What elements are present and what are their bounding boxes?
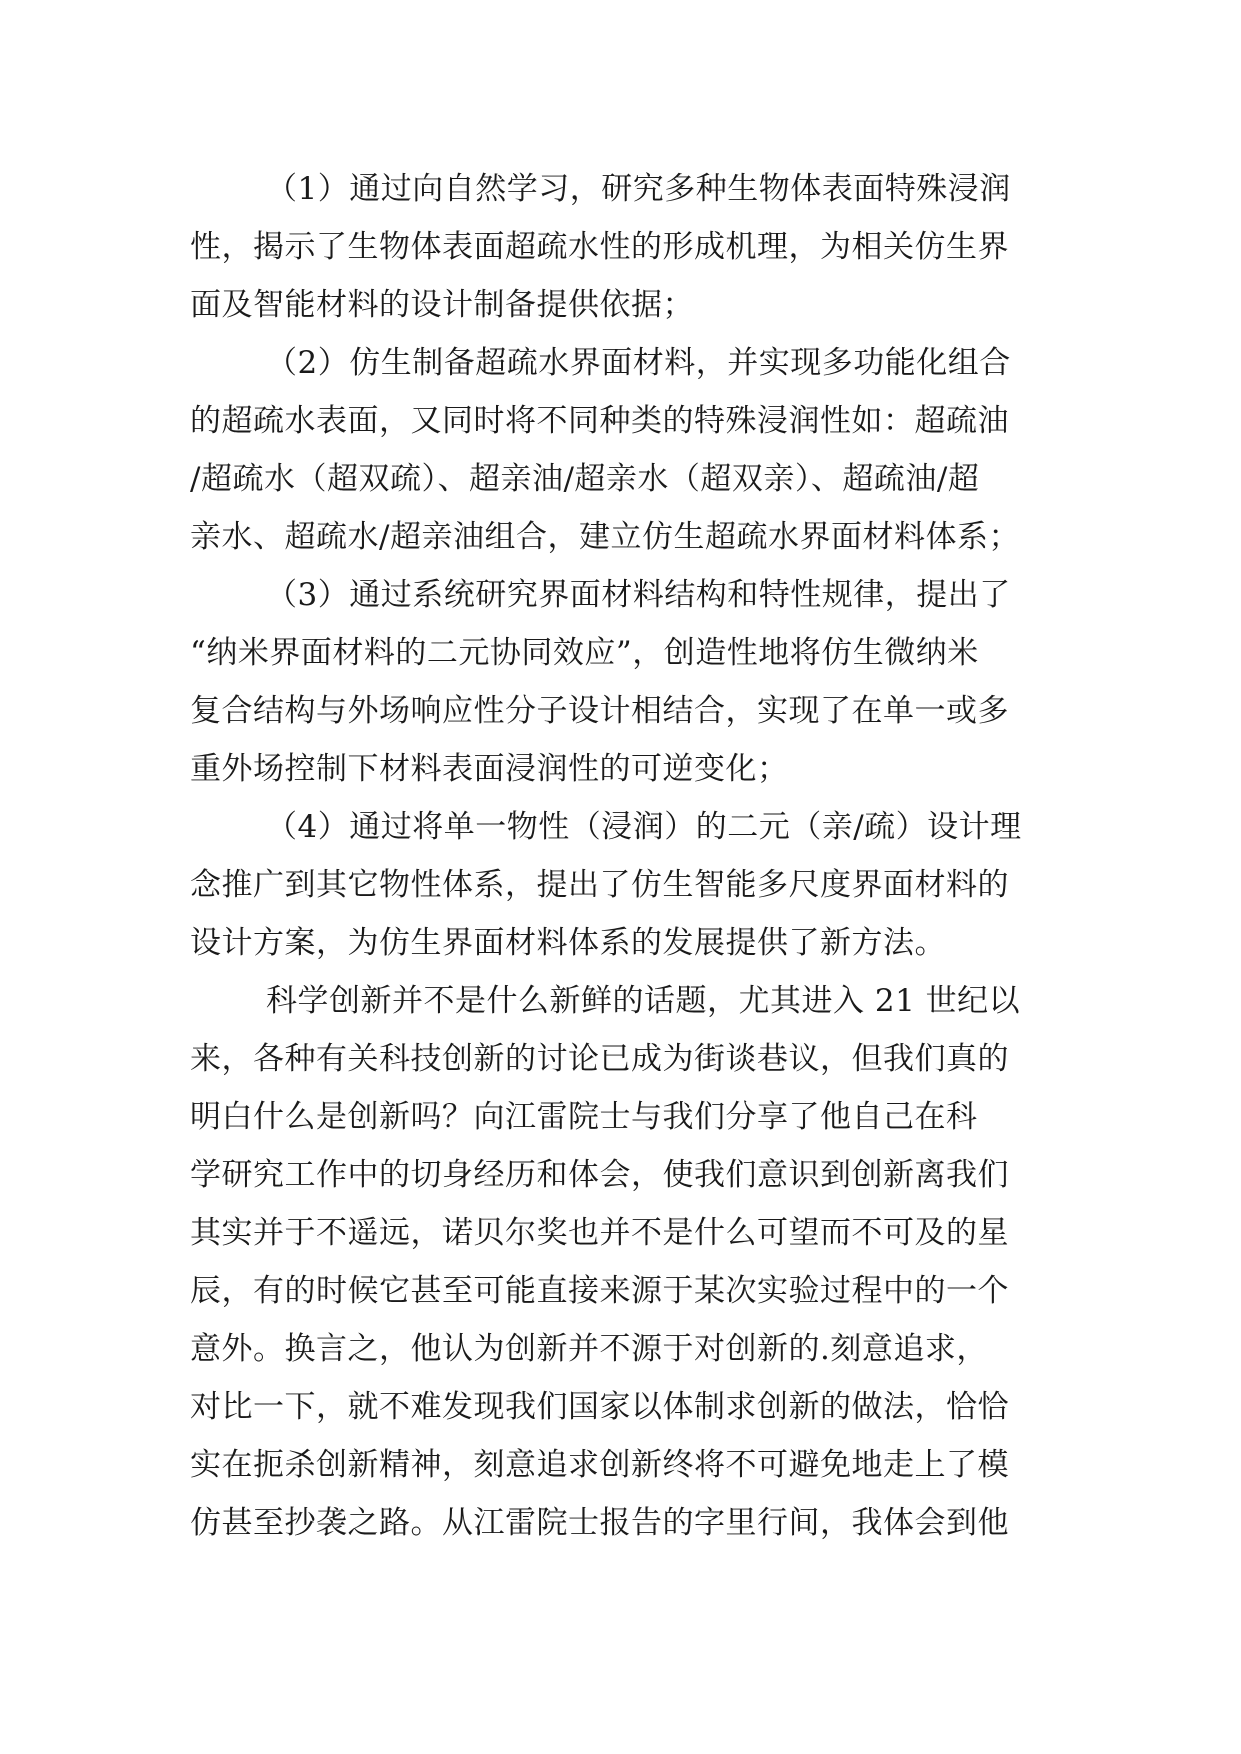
text-line: 念推广到其它物性体系，提出了仿生智能多尺度界面材料的 bbox=[190, 867, 1009, 903]
text-line: 亲水、超疏水/超亲油组合，建立仿生超疏水界面材料体系； bbox=[190, 519, 1020, 555]
text-line: 明白什么是创新吗？向江雷院士与我们分享了他自己在科 bbox=[190, 1099, 978, 1135]
text-line: 来，各种有关科技创新的讨论已成为街谈巷议，但我们真的 bbox=[190, 1041, 1009, 1077]
body-text bbox=[190, 160, 1060, 1552]
text-line: 设计方案，为仿生界面材料体系的发展提供了新方法。 bbox=[190, 925, 946, 961]
text-line: 仿甚至抄袭之路。从江雷院士报告的字里行间，我体会到他 bbox=[190, 1505, 1009, 1541]
text-line: （2）仿生制备超疏水界面材料，并实现多功能化组合 bbox=[266, 345, 1011, 381]
text-line: 学研究工作中的切身经历和体会，使我们意识到创新离我们 bbox=[190, 1157, 1009, 1193]
text-line: 意外。换言之，他认为创新并不源于对创新的.刻意追求， bbox=[190, 1331, 988, 1367]
text-line: 面及智能材料的设计制备提供依据； bbox=[190, 287, 694, 323]
text-line: （3）通过系统研究界面材料结构和特性规律，提出了 bbox=[266, 577, 1011, 613]
text-line: 复合结构与外场响应性分子设计相结合，实现了在单一或多 bbox=[190, 693, 1009, 729]
text-line: 其实并于不遥远，诺贝尔奖也并不是什么可望而不可及的星 bbox=[190, 1215, 1009, 1251]
text-line: 对比一下，就不难发现我们国家以体制求创新的做法，恰恰 bbox=[190, 1389, 1009, 1425]
text-line: /超疏水（超双疏）、超亲油/超亲水（超双亲）、超疏油/超 bbox=[190, 461, 980, 497]
text-line: （1）通过向自然学习，研究多种生物体表面特殊浸润 bbox=[266, 171, 1011, 207]
text-line: 性，揭示了生物体表面超疏水性的形成机理，为相关仿生界 bbox=[190, 229, 1009, 265]
text-line: （4）通过将单一物性（浸润）的二元（亲/疏）设计理 bbox=[266, 809, 1022, 845]
text-line: 的超疏水表面，又同时将不同种类的特殊浸润性如：超疏油 bbox=[190, 403, 1009, 439]
text-line: 实在扼杀创新精神，刻意追求创新终将不可避免地走上了模 bbox=[190, 1447, 1009, 1483]
text-line: 重外场控制下材料表面浸润性的可逆变化； bbox=[190, 751, 789, 787]
text-line: 科学创新并不是什么新鲜的话题，尤其进入 21 世纪以 bbox=[266, 983, 1021, 1019]
text-line: 辰，有的时候它甚至可能直接来源于某次实验过程中的一个 bbox=[190, 1273, 1009, 1309]
text-line: “纳米界面材料的二元协同效应”，创造性地将仿生微纳米 bbox=[190, 635, 979, 671]
